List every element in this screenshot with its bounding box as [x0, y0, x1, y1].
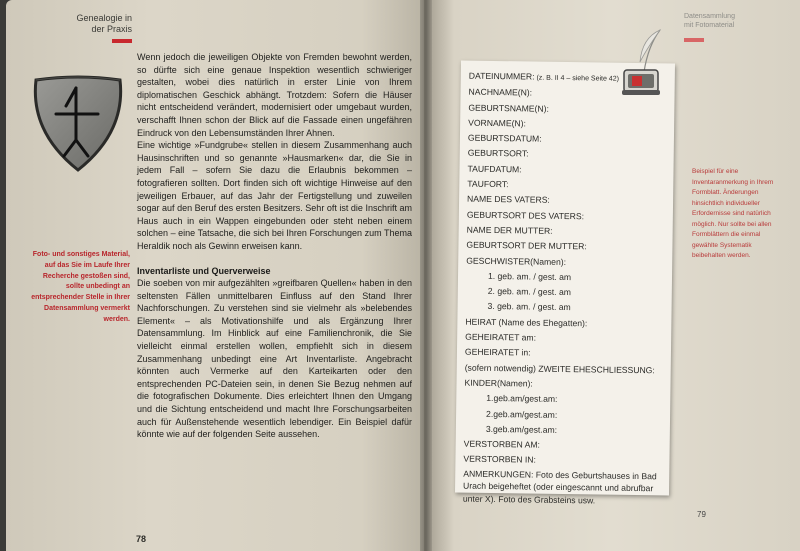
form-field-label: 3. geb. am. / gest. am: [487, 301, 571, 313]
running-head-left: [52, 13, 132, 35]
crest-icon: [26, 74, 130, 174]
running-head-right: [684, 12, 784, 30]
form-field-label: VERSTORBEN IN:: [463, 454, 536, 466]
genealogy-form-card: [455, 61, 675, 506]
running-head-line: Datensammlung: [684, 13, 735, 20]
book-gutter: [420, 0, 432, 551]
accent-bar-right: [684, 38, 704, 42]
form-field-label: VORNAME(N):: [468, 117, 527, 129]
form-field-label: GESCHWISTER(Namen):: [466, 255, 567, 267]
side-note-left: Foto- und sonstiges Material, auf das Sie im Laufe Ihrer Recherche gestoßen sind, sollte unbedingt an entsprechender Stelle in Ihrer Datensammlung vermerkt werden.: [31, 251, 130, 323]
form-field-label: DATEINUMMER:: [468, 70, 535, 82]
paragraph: Die soeben von mir aufgezählten »greifbaren Quellen« haben in den seltensten Fällen unmittelbaren Einfluss auf den Stand Ihrer Nachforschungen. Zu verstehen sind sie vielmehr als »belebendes Element« – als Motivationshilfe und als Ergänzung Ihrer Datensammlung. Im Hinblick auf eine Familienchronik, die Sie vielleicht einmal erstellen wollen, empfiehlt sich in diesem Zusammenhang unbedingt eine Art Inventarliste. Angebracht könnten auch Vermerke auf den Karteikarten oder den entsprechenden PC-Dateien sein, in denen Sie Bezug nehmen auf die fotografischen Dokumente. Dies erleichtert Ihnen den Umgang und die Sichtung entscheidend und macht Ihre Forschungsarbeiten auch für Außenstehende wesentlich lebendiger. Ein Beispiel dafür könnte wie auf der folgenden Seite aussehen.: [137, 278, 412, 440]
form-field-label: GEBURTSORT DES VATERS:: [466, 209, 585, 221]
form-lines: [463, 69, 667, 508]
form-field-label: HEIRAT (Name des Ehegatten):: [465, 316, 588, 329]
paragraph: Wenn jedoch die jeweiligen Objekte von Fremden bewohnt werden, so dürfte sich eine genaue Inspektion wesentlich schwieriger gestalten, wobei dies natürlich in erster Linie von Ihrem diplomatischen Geschick abhängt. Trotzdem: Sofern die Häuser nicht entscheidend verändert, modernisiert oder umgebaut wurden, verschafft Ihnen schon der Blick auf die Fassade einen ungefähren Eindruck von den Lebensumständen Ihrer Ahnen.: [137, 52, 412, 138]
form-field-label: 1.geb.am/gest.am:: [486, 393, 558, 405]
form-field-label: NAME DER MUTTER:: [466, 224, 553, 236]
form-field-label: (sofern notwendig) ZWEITE EHESCHLIESSUNG:: [464, 362, 655, 375]
form-field-label: ANMERKUNGEN: Foto des Geburtshauses in Bad Urach beigeheftet (oder eingescannt und abrufbar unter X). Foto des Grabsteins usw.: [462, 468, 657, 506]
form-field-label: GEBURTSORT:: [467, 148, 529, 159]
form-field-label: 2. geb. am. / gest. am: [487, 286, 571, 298]
form-field-label: NACHNAME(N):: [468, 86, 533, 98]
page-number-right: 79: [697, 510, 706, 519]
side-note-right: Beispiel für eine Inventaranmerkung in Ihrem Formblatt. Änderungen hinsichtlich individueller Erfordernisse sind natürlich möglich. Nur sollte bei allen Formblättern die einmal gewählte Systematik beibehalten werden.: [692, 168, 774, 259]
form-field-label: NAME DES VATERS:: [467, 194, 550, 206]
running-head-line: Genealogie in: [76, 13, 132, 23]
form-field-label: KINDER(Namen):: [464, 377, 533, 389]
form-field-label: 1. geb. am. / gest. am: [487, 270, 572, 282]
form-field-label: GEBURTSORT DER MUTTER:: [466, 239, 587, 252]
section-heading: Inventarliste und Querverweise: [137, 265, 271, 276]
form-field-label: GEBURTSDATUM:: [467, 132, 542, 144]
form-field-label: 2.geb.am/gest.am:: [486, 408, 558, 420]
form-field-label: VERSTORBEN AM:: [463, 438, 540, 450]
form-field-note: (z. B. II 4 – siehe Seite 42): [534, 74, 620, 83]
form-field-label: 3.geb.am/gest.am:: [485, 423, 558, 435]
running-head-line: mit Fotomaterial: [684, 22, 735, 29]
running-head-line: der Praxis: [91, 24, 132, 34]
body-text-left: [137, 51, 412, 441]
page-number-left: 78: [136, 534, 147, 544]
accent-bar-left: [112, 39, 132, 43]
form-field-label: GEHEIRATET am:: [465, 331, 537, 343]
form-field-line: [463, 467, 662, 507]
paragraph: Eine wichtige »Fundgrube« stellen in diesem Zusammenhang auch Hausinschriften und so genannte »Hausmarken« dar, die Sie in jedem Fall – sofern Sie dazu die Erlaubnis bekommen – fotografieren sollten. Dort finden sich oft wichtige Hinweise auf den jeweiligen Erbauer, auf das Jahr der Fertigstellung und zuweilen sogar auf den Beruf des ersten Besitzers. Sehr oft ist die Inschrift am Haus auch in ein Wappen eingebunden oder steht neben einem solchen – eine Tatsache, die sich bei Ihren Forschungen zum Thema Heraldik noch als Gewinn erweisen kann.: [137, 140, 412, 251]
form-field-label: GEHEIRATET in:: [464, 346, 531, 358]
form-field-label: TAUFORT:: [467, 178, 509, 190]
quill-inkpot-icon: [618, 28, 668, 98]
form-field-label: TAUFDATUM:: [467, 163, 522, 175]
form-field-label: GEBURTSNAME(N):: [468, 102, 549, 114]
